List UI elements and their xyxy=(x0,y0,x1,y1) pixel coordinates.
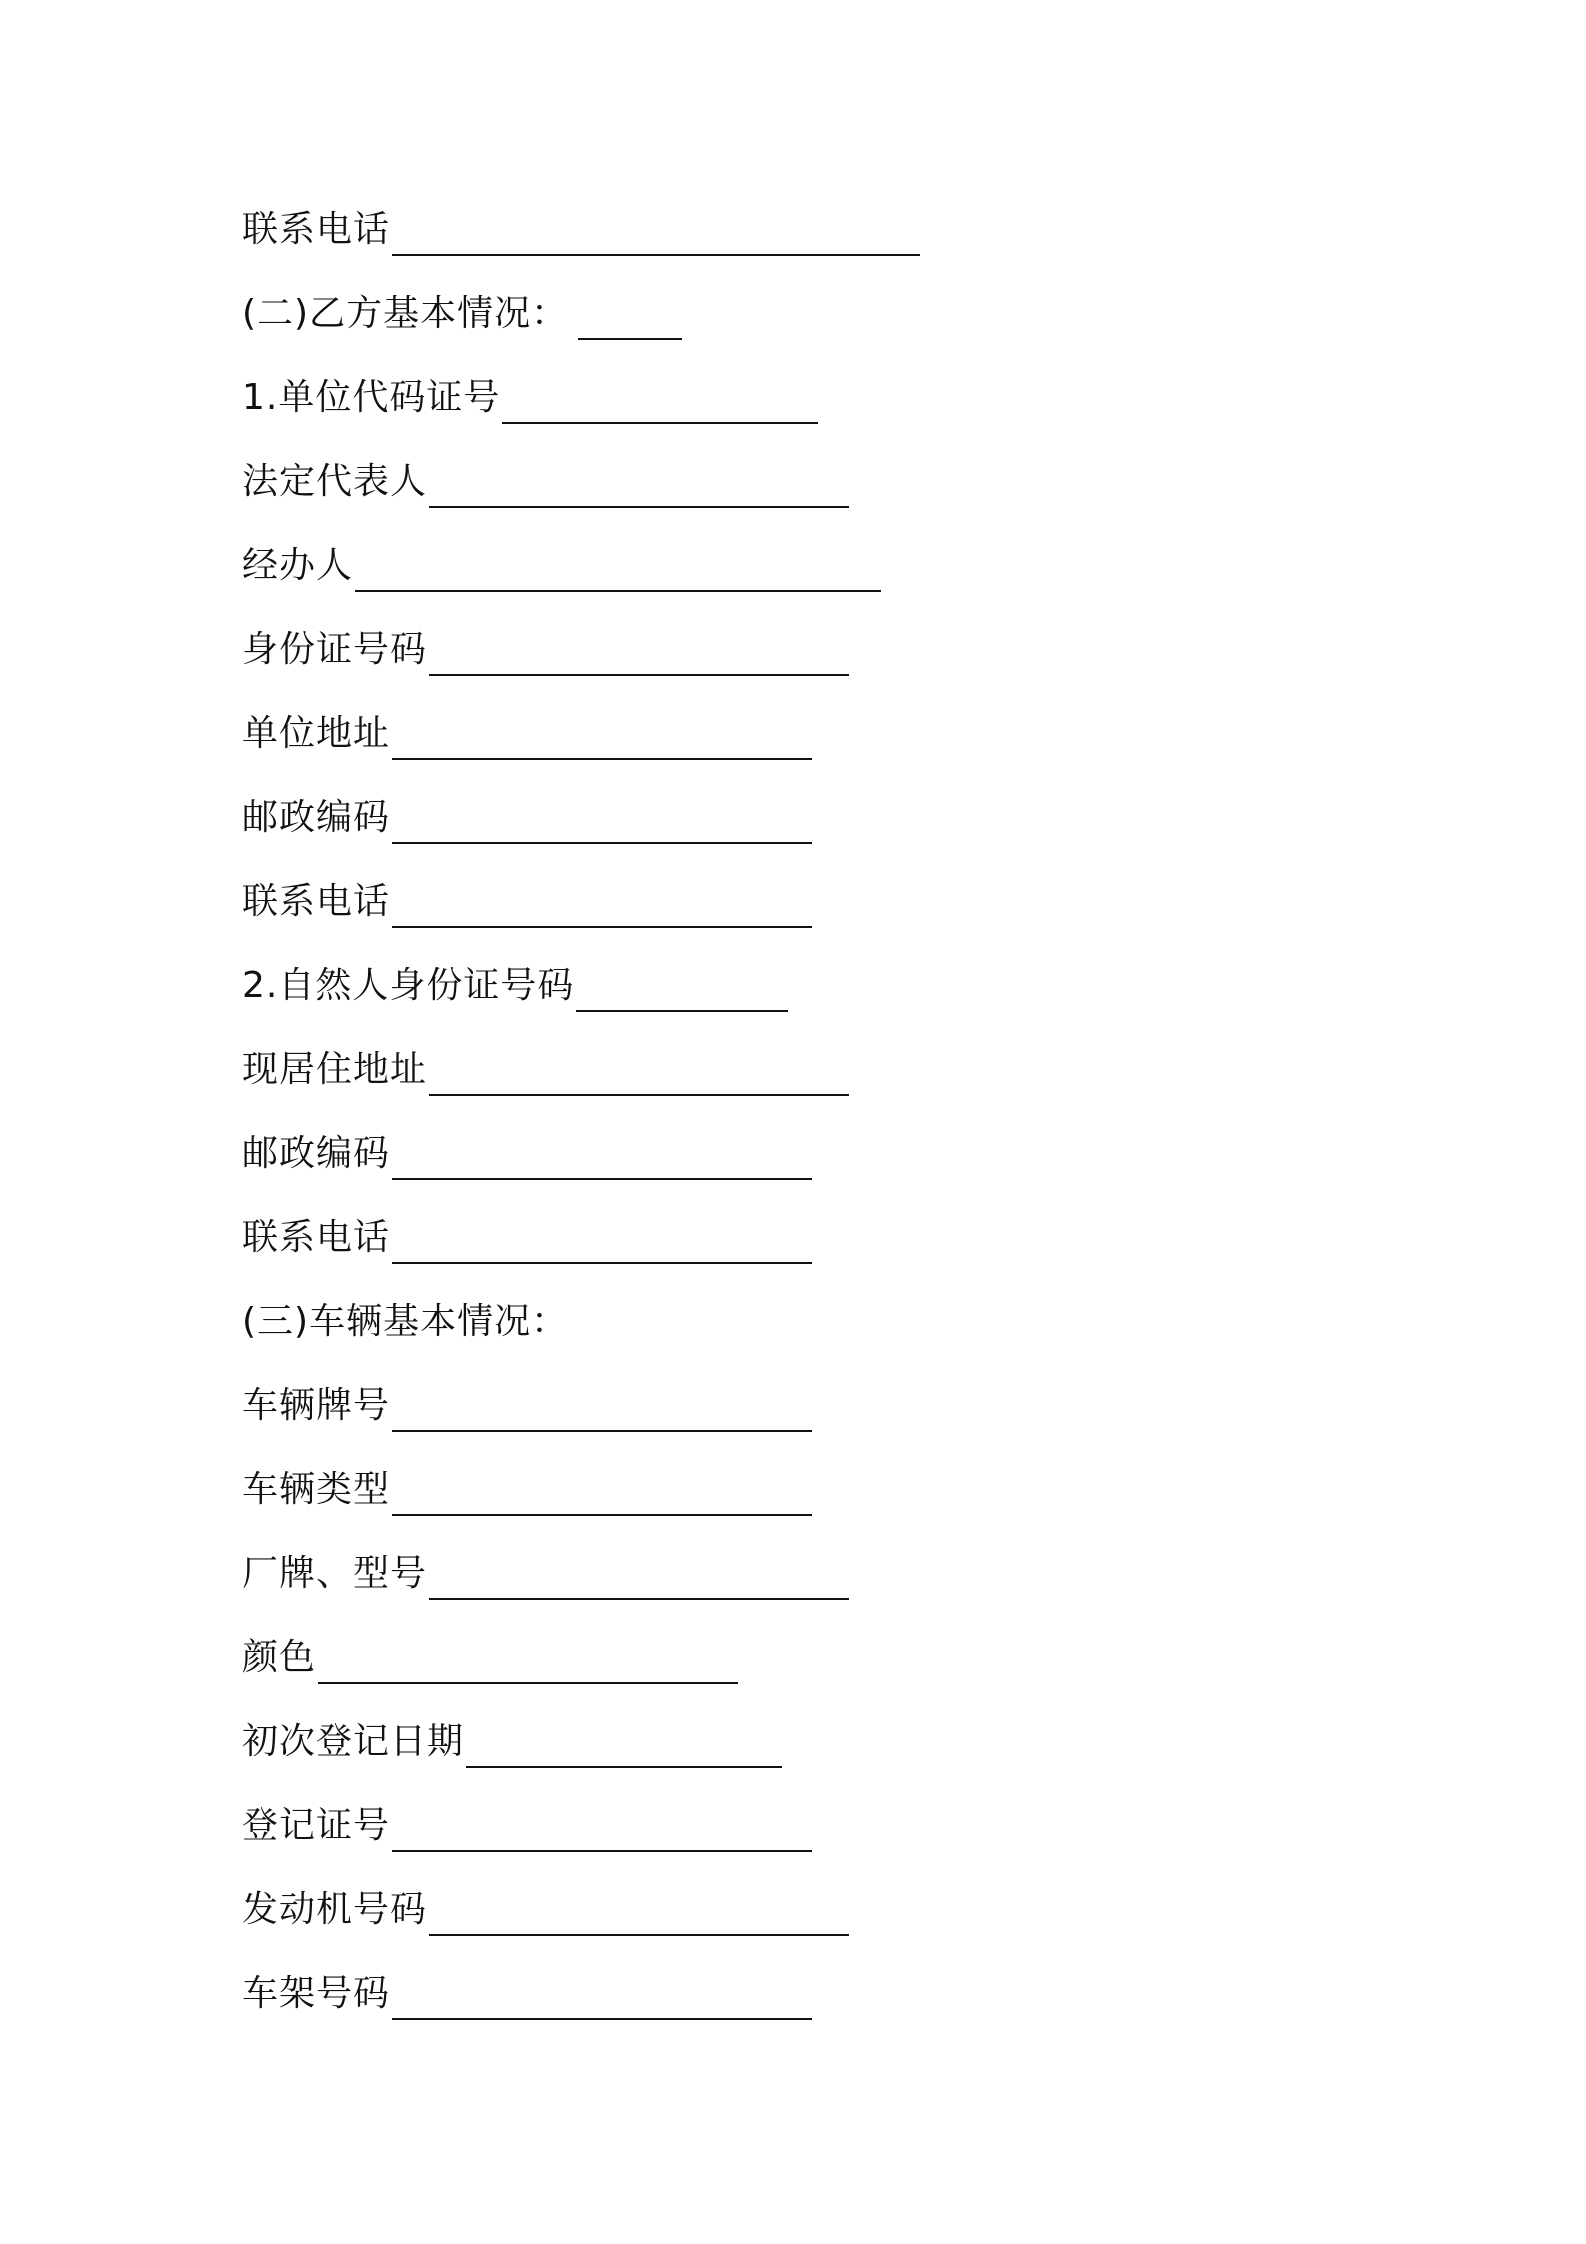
line-label: 法定代表人 xyxy=(242,461,428,502)
line-label: 1.单位代码证号 xyxy=(242,377,501,418)
fill-in-blank xyxy=(429,1560,849,1600)
fill-in-blank xyxy=(355,552,881,592)
form-line-color xyxy=(242,1632,738,1684)
line-label: 联系电话 xyxy=(242,881,391,922)
fill-in-blank xyxy=(466,1728,782,1768)
line-label: 颜色 xyxy=(242,1637,317,1678)
form-line-plate-number xyxy=(242,1380,812,1432)
form-line-id-number xyxy=(242,624,849,676)
form-line-postal-code xyxy=(242,1128,812,1180)
line-label: 邮政编码 xyxy=(242,797,391,838)
fill-in-blank xyxy=(578,300,682,340)
form-line-contact-phone xyxy=(242,1212,812,1264)
form-line-contact-phone xyxy=(242,876,812,928)
line-label: 车辆牌号 xyxy=(242,1385,391,1426)
fill-in-blank xyxy=(576,972,788,1012)
line-label: 经办人 xyxy=(242,545,354,586)
line-label: 车辆类型 xyxy=(242,1469,391,1510)
form-line-vin xyxy=(242,1968,812,2020)
fill-in-blank xyxy=(392,720,812,760)
section-heading-vehicle xyxy=(242,1296,568,1348)
fill-in-blank xyxy=(392,1980,812,2020)
line-label: 联系电话 xyxy=(242,209,391,250)
line-label: 车架号码 xyxy=(242,1973,391,2014)
form-line-vehicle-type xyxy=(242,1464,812,1516)
form-line-postal-code xyxy=(242,792,812,844)
fill-in-blank xyxy=(392,888,812,928)
form-line-unit-address xyxy=(242,708,812,760)
form-line-registration-number xyxy=(242,1800,812,1852)
line-label: 邮政编码 xyxy=(242,1133,391,1174)
fill-in-blank xyxy=(392,1812,812,1852)
section-heading-label: (三)车辆基本情况： xyxy=(242,1301,569,1342)
fill-in-blank xyxy=(429,636,849,676)
fill-in-blank xyxy=(392,804,812,844)
fill-in-blank xyxy=(392,1392,812,1432)
line-label: 发动机号码 xyxy=(242,1889,428,1930)
fill-in-blank xyxy=(502,384,818,424)
line-label: 身份证号码 xyxy=(242,629,428,670)
fill-in-blank xyxy=(318,1644,738,1684)
line-label: 初次登记日期 xyxy=(242,1721,465,1762)
line-label: 2.自然人身份证号码 xyxy=(242,965,575,1006)
form-line-contact-phone xyxy=(242,204,920,256)
line-label: 联系电话 xyxy=(242,1217,391,1258)
section-heading-party-b xyxy=(242,288,682,340)
form-line-unit-code xyxy=(242,372,818,424)
form-line-engine-number xyxy=(242,1884,849,1936)
line-label: 厂牌、型号 xyxy=(242,1553,428,1594)
fill-in-blank xyxy=(392,216,920,256)
form-line-first-registration-date xyxy=(242,1716,782,1768)
fill-in-blank xyxy=(429,1896,849,1936)
form-line-brand-model xyxy=(242,1548,849,1600)
form-line-natural-person-id xyxy=(242,960,788,1012)
form-line-current-address xyxy=(242,1044,849,1096)
fill-in-blank xyxy=(429,468,849,508)
fill-in-blank xyxy=(392,1224,812,1264)
line-label: 现居住地址 xyxy=(242,1049,428,1090)
line-label: 单位地址 xyxy=(242,713,391,754)
form-line-legal-representative xyxy=(242,456,849,508)
fill-in-blank xyxy=(429,1056,849,1096)
line-label: 登记证号 xyxy=(242,1805,391,1846)
section-heading-label: (二)乙方基本情况： xyxy=(242,293,569,334)
form-line-handler xyxy=(242,540,881,592)
fill-in-blank xyxy=(392,1140,812,1180)
fill-in-blank xyxy=(392,1476,812,1516)
